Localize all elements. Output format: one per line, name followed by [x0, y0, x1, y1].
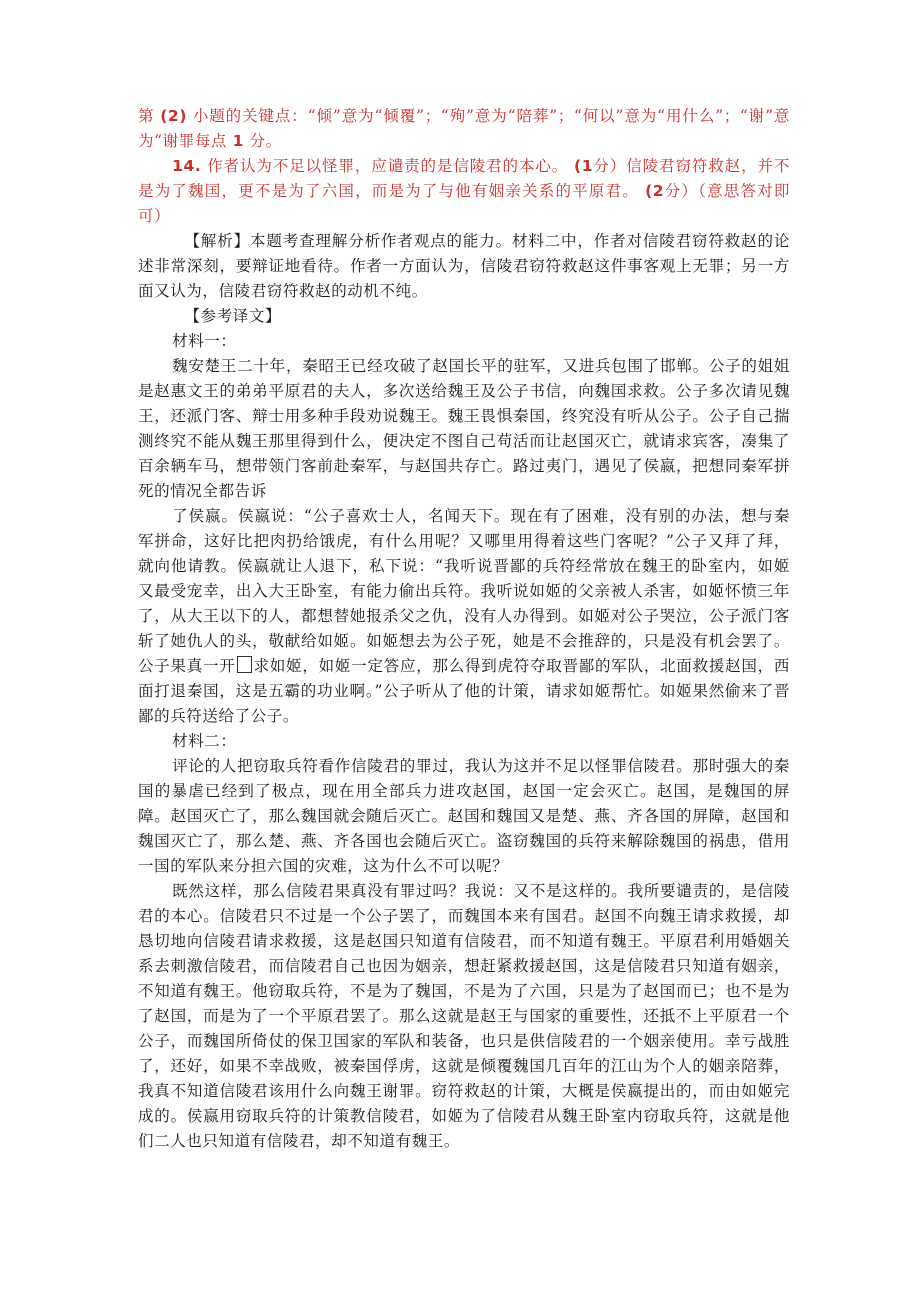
material2-paragraph2: 既然这样，那么信陵君果真没有罪过吗？我说：又不是这样的。我所要谴责的，是信陵君的本心。信陵君只不过是一个公子罢了，而魏国本来有国君。赵国不向魏王请求救援，却恳切地向信陵君请求救援，这是赵国只知道有信陵君，而不知道有魏王。平原君利用婚姻关系去刺激信陵君，而信陵君自己也因为姻亲，想赶紧救援赵国，这是信陵君只知道有姻亲，不知道有魏王。他窃取兵符，不是为了魏国，不是为了六国，只是为了赵国而已；也不是为了赵国，而是为了一个平原君罢了。那么这就是赵王与国家的重要性，还抵不上平原君一个公子，而魏国所倚仗的保卫国家的军队和装备，也只是供信陵君的一个姻亲使用。幸亏战胜了，还好，如果不幸战败，被秦国俘虏，这就是倾覆魏国几百年的江山为个人的姻亲陪葬，我真不知道信陵君该用什么向魏王谢罪。窃符救赵的计策，大概是侯嬴提出的，而由如姬完成的。侯嬴用窃取兵符的计策教信陵君，如姬为了信陵君从魏王卧室内窃取兵符，这就是他们二人也只知道有信陵君，却不知道有魏王。	[138, 882, 790, 1150]
q14-score2: (2	[645, 182, 665, 200]
material1-label: 材料一：	[172, 332, 237, 350]
q13-points: 1	[232, 132, 244, 150]
q13-subquestion-number: (2)	[160, 107, 188, 125]
analysis-paragraph: 【解析】本题考查理解分析作者观点的能力。材料二中，作者对信陵君窃符救赵的论述非常深刻，要辩证地看待。作者一方面认为，信陵君窃符救赵这件事客观上无罪；另一方面又认为，信陵君窃符救赵的动机不纯。	[138, 232, 790, 300]
q14-number: 14.	[172, 157, 202, 175]
translation-heading: 【参考译文】	[184, 307, 282, 325]
document-page	[138, 104, 790, 1154]
q13-lead: 第	[138, 107, 155, 125]
material1-paragraph1: 魏安楚王二十年，秦昭王已经攻破了赵国长平的驻军，又进兵包围了邯郸。公子的姐姐是赵惠文王的弟弟平原君的夫人，多次送给魏王及公子书信，向魏国求救。公子多次请见魏王，还派门客、辩士用多种手段劝说魏王。魏王畏惧秦国，终究没有听从公子。公子自己揣测终究不能从魏王那里得到什么，便决定不图自己苟活而让赵国灭亡，就请求宾客，凑集了百余辆车马，想带领门客前赴秦军，与赵国共存亡。路过夷门，遇见了侯嬴，把想同秦军拼死的情况全都告诉	[138, 357, 790, 500]
missing-character-box	[237, 656, 253, 673]
answer-q13-note	[138, 104, 790, 154]
q13-tail: 分。	[249, 132, 282, 150]
q14-answer-part2: 分）信陵君窃符救赵，并不是为了魏国，更不是为了六国，而是为了与他有姻亲关系的平原君。	[138, 157, 791, 200]
material2-paragraph1: 评论的人把窃取兵符看作信陵君的罪过，我认为这并不足以怪罪信陵君。那时强大的秦国的暴虐已经到了极点，现在用全部兵力进攻赵国，赵国一定会灭亡。赵国，是魏国的屏障。赵国灭亡了，那么魏国就会随后灭亡。赵国和魏国又是楚、燕、齐各国的屏障，赵国和魏国灭亡了，那么楚、燕、齐各国也会随后灭亡。盗窃魏国的兵符来解除魏国的祸患，借用一国的军队来分担六国的灾难，这为什么不可以呢？	[138, 757, 790, 875]
answer-q14	[138, 154, 790, 229]
q14-answer-part1: 作者认为不足以怪罪，应谴责的是信陵君的本心。	[207, 157, 569, 175]
material1-paragraph2	[138, 504, 790, 729]
material2-label: 材料二：	[172, 732, 237, 750]
material1-paragraph2-part2: 求如姬，如姬一定答应，那么得到虎符夺取晋鄙的军队，北面救援赵国，西面打退秦国，这是五霸的功业啊。”公子听从了他的计策，请求如姬帮忙。如姬果然偷来了晋鄙的兵符送给了公子。	[138, 657, 790, 725]
q14-score1: (1	[574, 157, 594, 175]
q14-answer-tail: 分）（意思答对即可）	[138, 182, 790, 225]
q13-keypoints-text: 小题的关键点：“倾”意为“倾覆”；“殉”意为“陪葬”；“何以”意为“用什么”；“谢”意为“谢罪每点	[138, 107, 791, 150]
material1-paragraph2-part1: 了侯嬴。侯嬴说：“公子喜欢士人，名闻天下。现在有了困难，没有别的办法，想与秦军拼命，这好比把肉扔给饿虎，有什么用呢？又哪里用得着这些门客呢？”公子又拜了拜，就向他请教。侯嬴就让人退下，私下说：“我听说晋鄙的兵符经常放在魏王的卧室内，如姬又最受宠幸，出入大王卧室，有能力偷出兵符。我听说如姬的父亲被人杀害，如姬怀愤三年了，从大王以下的人，都想替她报杀父之仇，没有人办得到。如姬对公子哭泣，公子派门客斩了她仇人的头，敬献给如姬。如姬想去为公子死，她是不会推辞的，只是没有机会罢了。公子果真一开	[138, 507, 790, 675]
